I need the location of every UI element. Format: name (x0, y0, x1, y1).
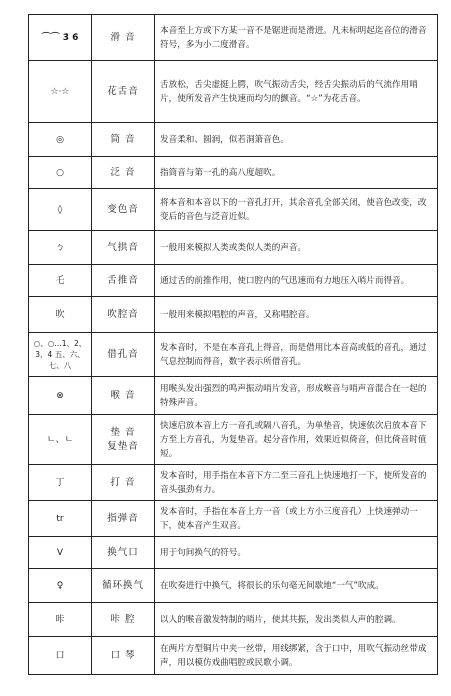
description-cell: 一般用来模拟唱腔的声音，又称唱腔音。 (155, 297, 438, 333)
symbol-cell: ◊ (29, 189, 92, 231)
table-row (29, 265, 438, 297)
description-cell: 在吹奏进行中换气，将很长的乐句毫无间歇地“一气”吹成。 (155, 569, 438, 603)
description-cell: 以人的喉音激发特制的哨片，使其共振，发出类似人声的腔调。 (155, 603, 438, 637)
name-cell: 指弹音 (92, 501, 155, 537)
notation-table-page (28, 14, 438, 675)
table-row (29, 123, 438, 157)
name-cell: 舌推音 (92, 265, 155, 297)
table-row (29, 537, 438, 569)
name-cell: 泛 音 (92, 157, 155, 189)
table-row (29, 333, 438, 377)
symbol-cell: V (29, 537, 92, 569)
symbol-cell: ⌒⌒ 3̇ 6̇ (29, 15, 92, 61)
symbol-cell: 吹 (29, 297, 92, 333)
name-cell: 换气口 (92, 537, 155, 569)
table-row (29, 415, 438, 465)
description-cell: 发音柔和、圆润，似若洞箫音色。 (155, 123, 438, 157)
name-cell: 滑 音 (92, 15, 155, 61)
table-row (29, 231, 438, 265)
description-cell: 用于句间换气的符号。 (155, 537, 438, 569)
name-cell: 借孔音 (92, 333, 155, 377)
name-cell: 口 琴 (92, 637, 155, 675)
name-cell: 花舌音 (92, 61, 155, 123)
name-cell: 打 音 (92, 465, 155, 501)
symbol-cell: ○ (29, 157, 92, 189)
table-row (29, 297, 438, 333)
symbol-cell: ㄅ (29, 231, 92, 265)
symbol-cell: 丁 (29, 465, 92, 501)
table-row (29, 637, 438, 675)
description-cell: 快速启放本音上方一音孔或隔八音孔，为单垫音，快速依次启放本音下方至上方音孔，为复垫音。起分音作用，效果近似倚音，但比倚音时值短。 (155, 415, 438, 465)
description-cell: 通过舌的前推作用，使口腔内的气迅速而有力地压入哨片而得音。 (155, 265, 438, 297)
description-cell: 用喉头发出强烈的鸣声振动哨片发音，形成喉音与哨声音混合在一起的特殊声音。 (155, 377, 438, 415)
notation-table (28, 14, 438, 675)
symbol-cell: ○、○…1、2、3、4 五、六、七、八 (29, 333, 92, 377)
name-cell: 垫 音 复垫音 (92, 415, 155, 465)
description-cell: 发本音时，用手指在本音下方二至三音孔上快速地打一下，使所发音的音头强劲有力。 (155, 465, 438, 501)
description-cell: 在两片方型铜片中夹一丝带，用线绑紧，含于口中，用吹气振动丝带成声，用以模仿戏曲唱腔或民歌小调。 (155, 637, 438, 675)
symbol-cell: ⊗ (29, 377, 92, 415)
name-cell: 咔 腔 (92, 603, 155, 637)
table-row (29, 15, 438, 61)
table-row (29, 377, 438, 415)
table-row (29, 603, 438, 637)
table-row (29, 569, 438, 603)
table-row (29, 465, 438, 501)
symbol-cell: ♀ (29, 569, 92, 603)
table-row (29, 157, 438, 189)
name-cell: 循环换气 (92, 569, 155, 603)
symbol-cell: 口 (29, 637, 92, 675)
name-cell: 变色音 (92, 189, 155, 231)
table-row (29, 501, 438, 537)
table-row (29, 61, 438, 123)
symbol-cell: ㄴ、ㄴ (29, 415, 92, 465)
description-cell: 舌放松，舌尖虚挺上腭，吹气振动舌尖，经舌尖振动后的气流作用哨片，使所发音产生快速而均匀的颤音。“☆”为花舌音。 (155, 61, 438, 123)
description-cell: 发本音时，手指在本音上方一音（或上方小三度音孔）上快速弹动一下，使本音产生双音。 (155, 501, 438, 537)
symbol-cell: ☆·☆ (29, 61, 92, 123)
description-cell: 指筒音与第一孔的高八度超吹。 (155, 157, 438, 189)
description-cell: 发本音时，不是在本音孔上得音，而是借用比本音高或低的音孔，通过气息控制而得音，数字表示所借音孔。 (155, 333, 438, 377)
symbol-cell: 咔 (29, 603, 92, 637)
name-cell: 吹腔音 (92, 297, 155, 333)
description-cell: 将本音和本音以下的一音孔打开，其余音孔全部关闭，使音色改变，改变后的音色与泛音近似。 (155, 189, 438, 231)
name-cell: 筒 音 (92, 123, 155, 157)
symbol-cell: tr (29, 501, 92, 537)
name-cell: 气拱音 (92, 231, 155, 265)
name-cell: 喉 音 (92, 377, 155, 415)
table-row (29, 189, 438, 231)
symbol-cell: ◎ (29, 123, 92, 157)
symbol-cell: 乇 (29, 265, 92, 297)
description-cell: 一般用来模拟人类或类似人类的声音。 (155, 231, 438, 265)
description-cell: 本音至上方或下方某一音不是锯进而是滑进。凡未标明起迄音位的滑音符号，多为小二度滑音。 (155, 15, 438, 61)
